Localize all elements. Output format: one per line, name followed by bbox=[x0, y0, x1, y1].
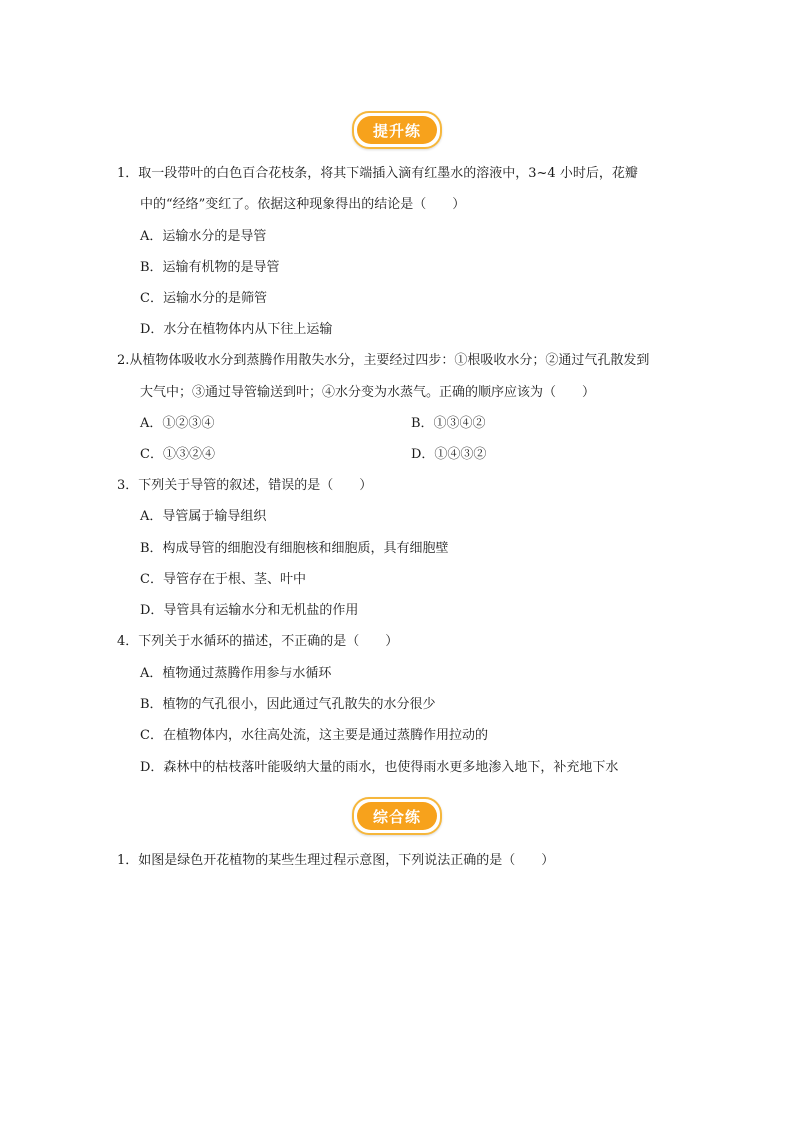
section-badge-comprehensive bbox=[352, 797, 442, 835]
q2-option-c: C．①③②④ bbox=[140, 447, 215, 462]
q3-option-c: C．导管存在于根、茎、叶中 bbox=[140, 572, 306, 587]
q4-option-b: B．植物的气孔很小，因此通过气孔散失的水分很少 bbox=[140, 697, 436, 712]
q4-option-a: A．植物通过蒸腾作用参与水循环 bbox=[140, 666, 332, 681]
q5-stem: 1．如图是绿色开花植物的某些生理过程示意图，下列说法正确的是（ ） bbox=[117, 853, 555, 868]
q2-stem-line2: 大气中；③通过导管输送到叶；④水分变为水蒸气。正确的顺序应该为（ ） bbox=[140, 385, 596, 400]
q2-option-d: D．①④③② bbox=[411, 447, 487, 462]
section-badge-improve bbox=[352, 111, 442, 149]
q2-stem-line1: 2.从植物体吸收水分到蒸腾作用散失水分，主要经过四步：①根吸收水分；②通过气孔散发到 bbox=[117, 353, 650, 368]
q1-option-c: C．运输水分的是筛管 bbox=[140, 291, 267, 306]
q1-option-a: A．运输水分的是导管 bbox=[140, 229, 267, 244]
q1-stem-line2: 中的“经络”变红了。依据这种现象得出的结论是（ ） bbox=[140, 197, 466, 212]
q1-option-d: D．水分在植物体内从下往上运输 bbox=[140, 322, 333, 337]
q1-option-b: B．运输有机物的是导管 bbox=[140, 260, 280, 275]
q4-stem: 4．下列关于水循环的描述，不正确的是（ ） bbox=[117, 634, 399, 649]
q3-option-d: D．导管具有运输水分和无机盐的作用 bbox=[140, 603, 359, 618]
q2-option-b: B．①③④② bbox=[411, 416, 486, 431]
section-title-comprehensive: 综合练 bbox=[357, 802, 437, 830]
q2-option-a: A．①②③④ bbox=[140, 416, 215, 431]
q4-option-c: C．在植物体内，水往高处流，这主要是通过蒸腾作用拉动的 bbox=[140, 728, 488, 743]
q3-option-a: A．导管属于输导组织 bbox=[140, 509, 267, 524]
q3-stem: 3．下列关于导管的叙述，错误的是（ ） bbox=[117, 478, 373, 493]
q4-option-d: D．森林中的枯枝落叶能吸纳大量的雨水，也使得雨水更多地渗入地下，补充地下水 bbox=[140, 760, 619, 775]
q3-option-b: B．构成导管的细胞没有细胞核和细胞质，具有细胞壁 bbox=[140, 541, 449, 556]
section-title-improve: 提升练 bbox=[357, 116, 437, 144]
q1-stem-line1: 1．取一段带叶的白色百合花枝条，将其下端插入滴有红墨水的溶液中，3~4 小时后，花瓣 bbox=[117, 166, 638, 181]
